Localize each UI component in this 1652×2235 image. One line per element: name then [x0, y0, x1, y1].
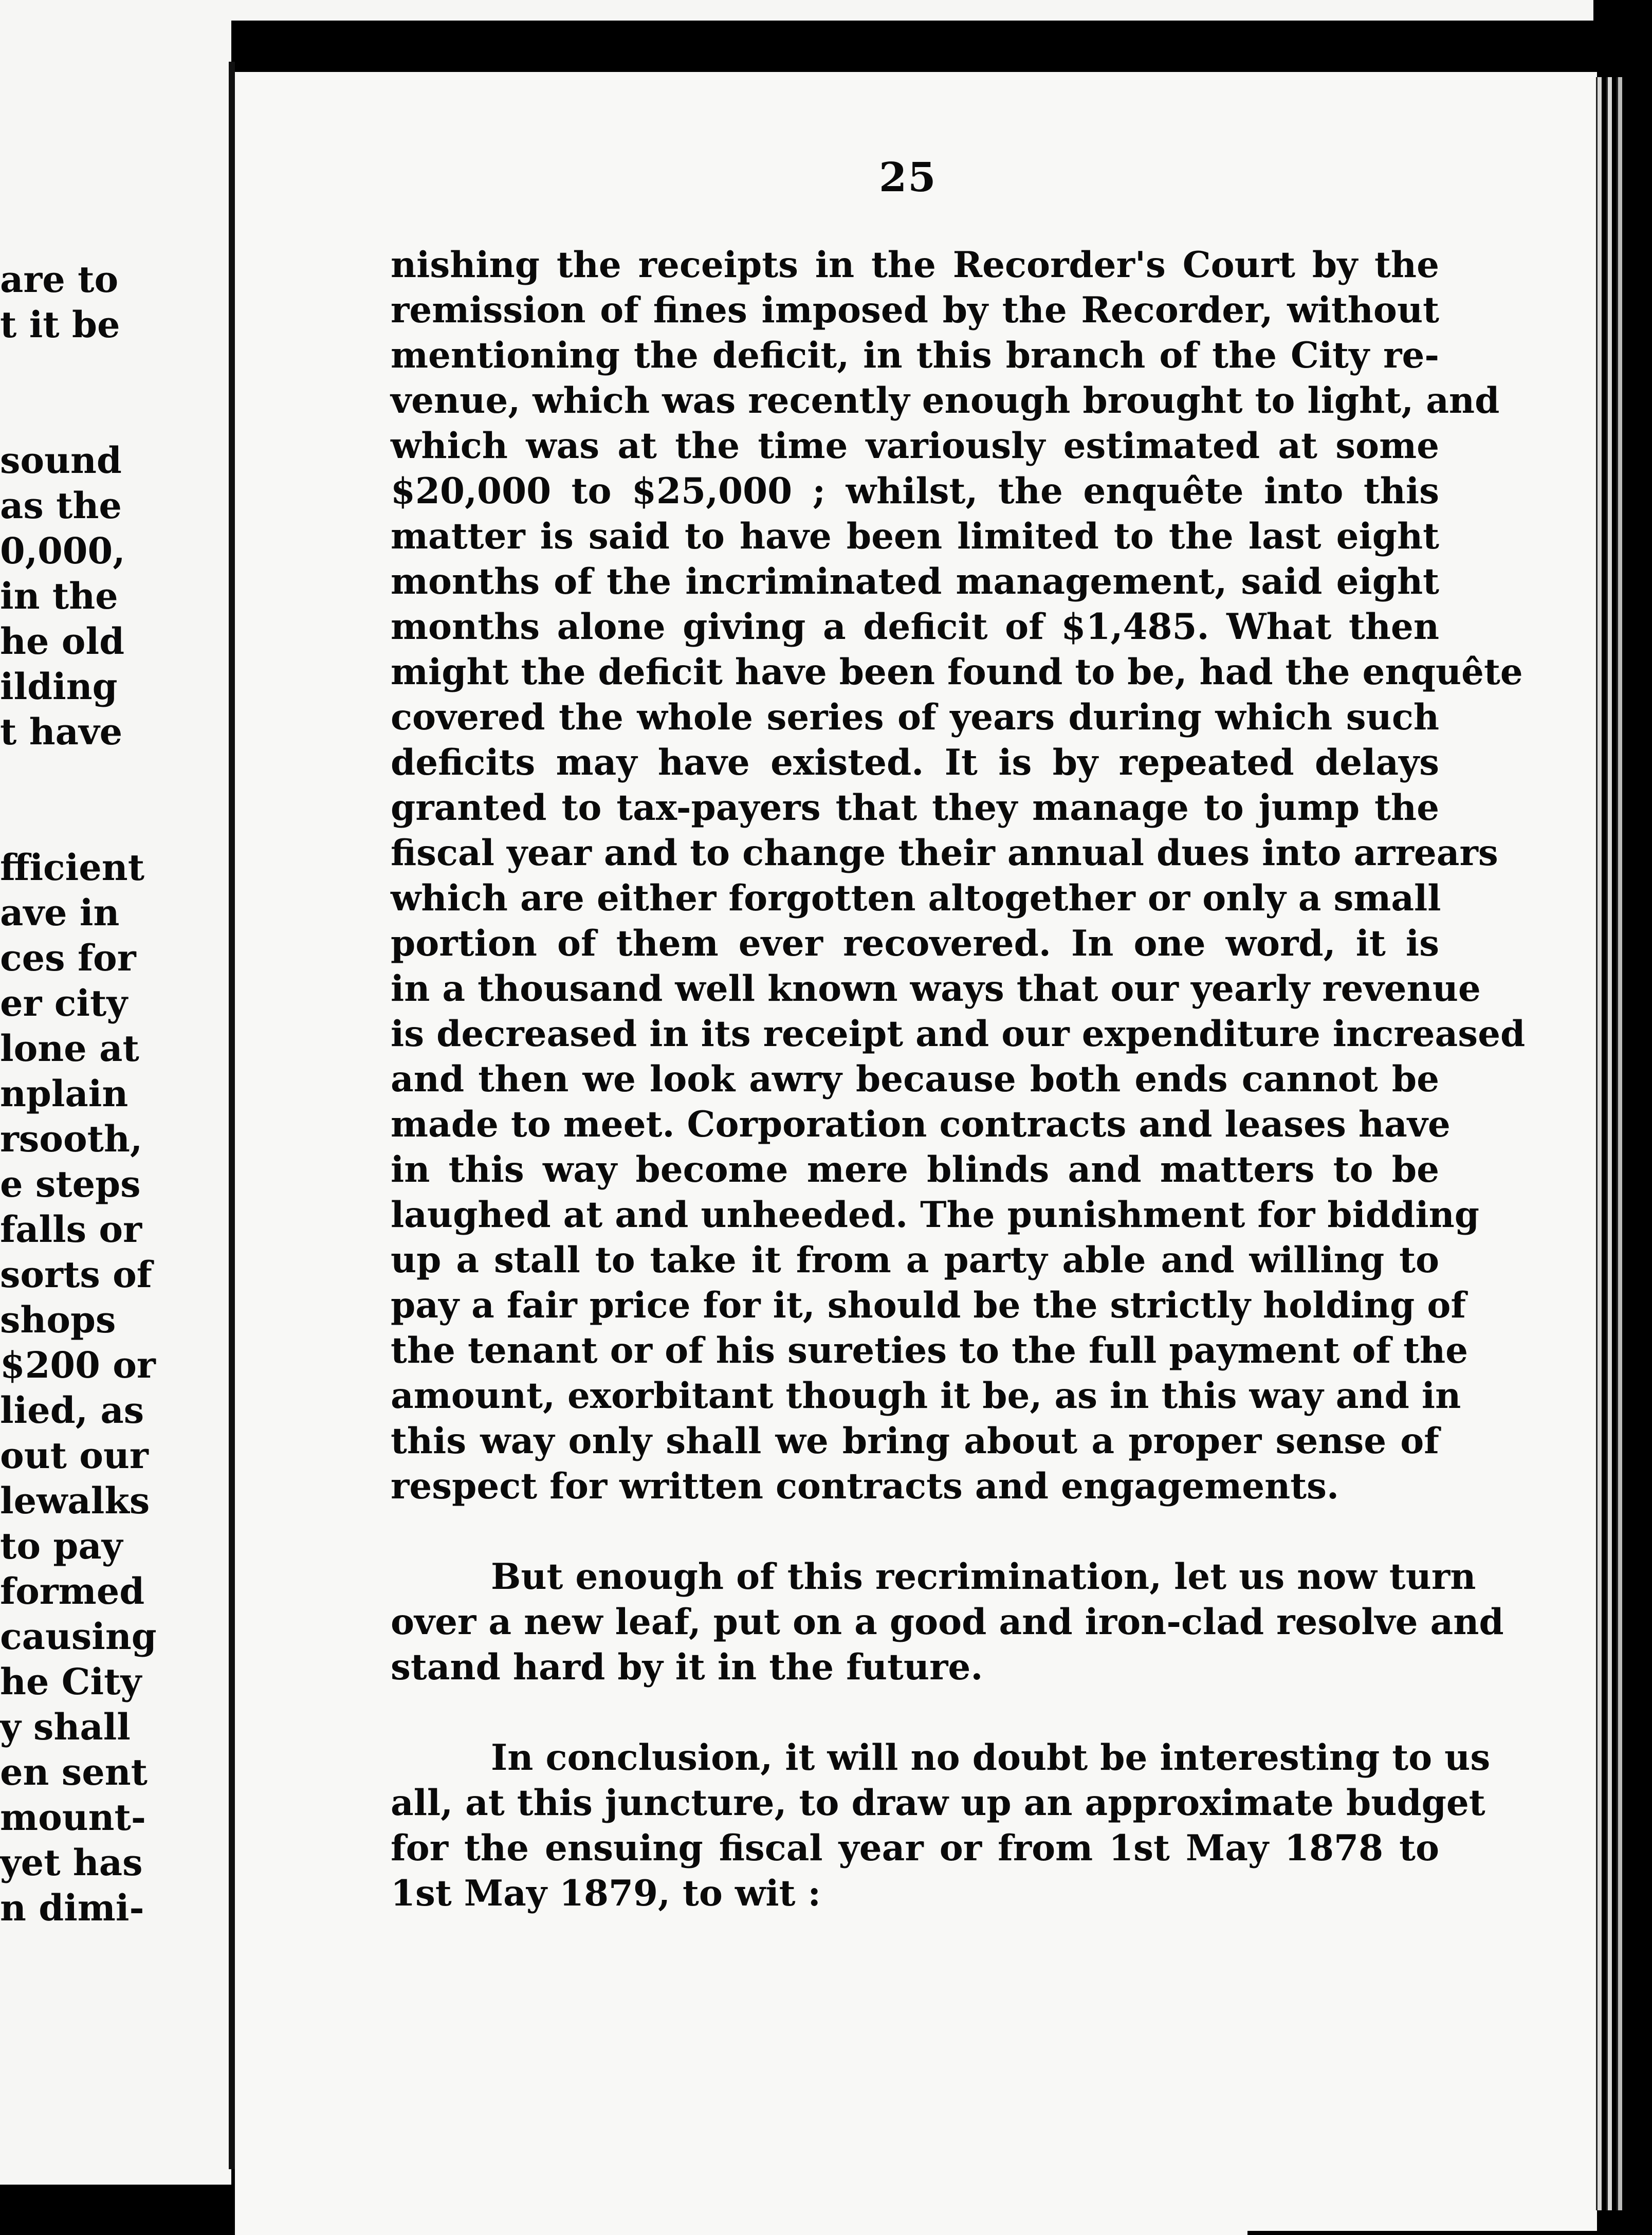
page-edge	[1606, 77, 1612, 2210]
text-line: matter is said to have been limited to the last eight	[391, 516, 1439, 557]
facing-page-line	[0, 347, 226, 393]
facing-page-line	[0, 800, 226, 845]
text-line: which are either forgotten altogether or only a small	[391, 877, 1441, 919]
text-line: remission of fines imposed by the Recorder, without	[391, 289, 1439, 331]
text-line: months alone giving a deficit of $1,485. What then	[391, 606, 1439, 648]
paragraph-gap	[391, 1509, 1439, 1554]
text-line: is decreased in its receipt and our expenditure increased	[391, 1013, 1526, 1055]
facing-page-line: lewalks	[0, 1479, 150, 1522]
facing-page-line: nplain	[0, 1072, 129, 1115]
facing-page-line: rsooth,	[0, 1118, 143, 1160]
text-line: amount, exorbitant though it be, as in this way and in	[391, 1375, 1461, 1417]
facing-page-line: 0,000,	[0, 529, 125, 572]
text-line: which was at the time variously estimated at some	[391, 425, 1439, 467]
page-edge	[1617, 77, 1622, 2210]
text-line: made to meet. Corporation contracts and leases have	[391, 1104, 1451, 1145]
facing-page-line: he old	[0, 620, 125, 663]
body-text	[391, 243, 1526, 1916]
facing-page-line: $200 or	[0, 1344, 156, 1386]
paragraph-gap	[391, 1690, 1439, 1735]
facing-page-line: n dimi-	[0, 1886, 144, 1929]
top-margin-strip	[0, 0, 1593, 21]
facing-page-line: lied, as	[0, 1389, 144, 1432]
bottom-page-slip	[235, 2185, 1247, 2235]
text-line: and then we look awry because both ends cannot be	[391, 1058, 1439, 1100]
text-line: over a new leaf, put on a good and iron-clad resolve and	[391, 1601, 1504, 1643]
text-line: nishing the receipts in the Recorder's Court by the	[391, 244, 1439, 286]
facing-page-line: falls or	[0, 1208, 142, 1251]
text-line: $20,000 to $25,000 ; whilst, the enquête into this	[391, 470, 1439, 512]
facing-page-line: ilding	[0, 665, 118, 708]
facing-page-line: formed	[0, 1570, 145, 1613]
text-line: this way only shall we bring about a proper sense of	[391, 1420, 1439, 1462]
facing-page-line: ave in	[0, 891, 120, 934]
facing-page-line: out our	[0, 1434, 149, 1477]
facing-page-line: e steps	[0, 1163, 141, 1205]
facing-page-line: in the	[0, 575, 118, 617]
facing-page-line: y shall	[0, 1706, 131, 1748]
facing-page-line: yet has	[0, 1841, 143, 1884]
text-line: 1st May 1879, to wit :	[391, 1873, 821, 1914]
facing-page-line: causing	[0, 1615, 157, 1658]
text-line: fiscal year and to change their annual dues into arrears	[391, 832, 1498, 874]
text-line: portion of them ever recovered. In one word, it is	[391, 923, 1439, 964]
facing-page-line: fficient	[0, 846, 145, 889]
facing-page-line: sound	[0, 439, 122, 482]
text-line: months of the incriminated management, said eight	[391, 561, 1439, 602]
text-line: for the ensuing fiscal year or from 1st May 1878 to	[391, 1827, 1439, 1869]
paragraph	[391, 243, 1526, 1509]
page-edge	[1596, 77, 1602, 2210]
facing-page-line: lone at	[0, 1027, 139, 1070]
facing-page-line: are to	[0, 258, 119, 301]
text-line: In conclusion, it will no doubt be interesting to us	[491, 1737, 1491, 1779]
facing-page-line: t it be	[0, 303, 120, 346]
text-line: respect for written contracts and engagements.	[391, 1465, 1339, 1507]
text-line: But enough of this recrimination, let us now turn	[491, 1556, 1476, 1598]
page-gutter	[229, 62, 235, 2169]
text-line: up a stall to take it from a party able and willing to	[391, 1239, 1439, 1281]
text-line: venue, which was recently enough brought to light, and	[391, 380, 1500, 422]
facing-page-line: shops	[0, 1298, 116, 1341]
text-line: laughed at and unheeded. The punishment for bidding	[391, 1194, 1480, 1236]
text-line: the tenant or of his sureties to the full payment of the	[391, 1330, 1469, 1371]
facing-page-line: ces for	[0, 937, 136, 979]
facing-page-line: er city	[0, 982, 128, 1024]
text-line: pay a fair price for it, should be the strictly holding of	[391, 1285, 1466, 1326]
text-line: deficits may have existed. It is by repeated delays	[391, 742, 1439, 783]
page-number: 25	[879, 154, 937, 201]
facing-page-line: as the	[0, 484, 122, 527]
facing-page-line: sorts of	[0, 1253, 152, 1296]
facing-page-text-fragments	[0, 257, 226, 1931]
facing-page-line: he City	[0, 1660, 142, 1703]
text-line: all, at this juncture, to draw up an approximate budget	[391, 1782, 1485, 1824]
text-line: granted to tax-payers that they manage to jump the	[391, 787, 1439, 829]
facing-page-line	[0, 755, 226, 800]
facing-page-line: t have	[0, 710, 123, 753]
text-line: covered the whole series of years during which such	[391, 697, 1439, 738]
text-line: in a thousand well known ways that our yearly revenue	[391, 968, 1481, 1010]
facing-page-line	[0, 393, 226, 438]
text-line: mentioning the deficit, in this branch of the City re-	[391, 335, 1439, 376]
facing-page-left	[0, 0, 231, 2185]
text-line: might the deficit have been found to be, had the enquête	[391, 651, 1523, 693]
facing-page-line: mount-	[0, 1796, 146, 1839]
paragraph	[391, 1554, 1504, 1690]
text-line: in this way become mere blinds and matters to be	[391, 1149, 1439, 1190]
facing-page-line: to pay	[0, 1525, 123, 1567]
facing-page-line: en sent	[0, 1751, 148, 1793]
paragraph	[391, 1735, 1491, 1916]
text-line: stand hard by it in the future.	[391, 1646, 983, 1688]
